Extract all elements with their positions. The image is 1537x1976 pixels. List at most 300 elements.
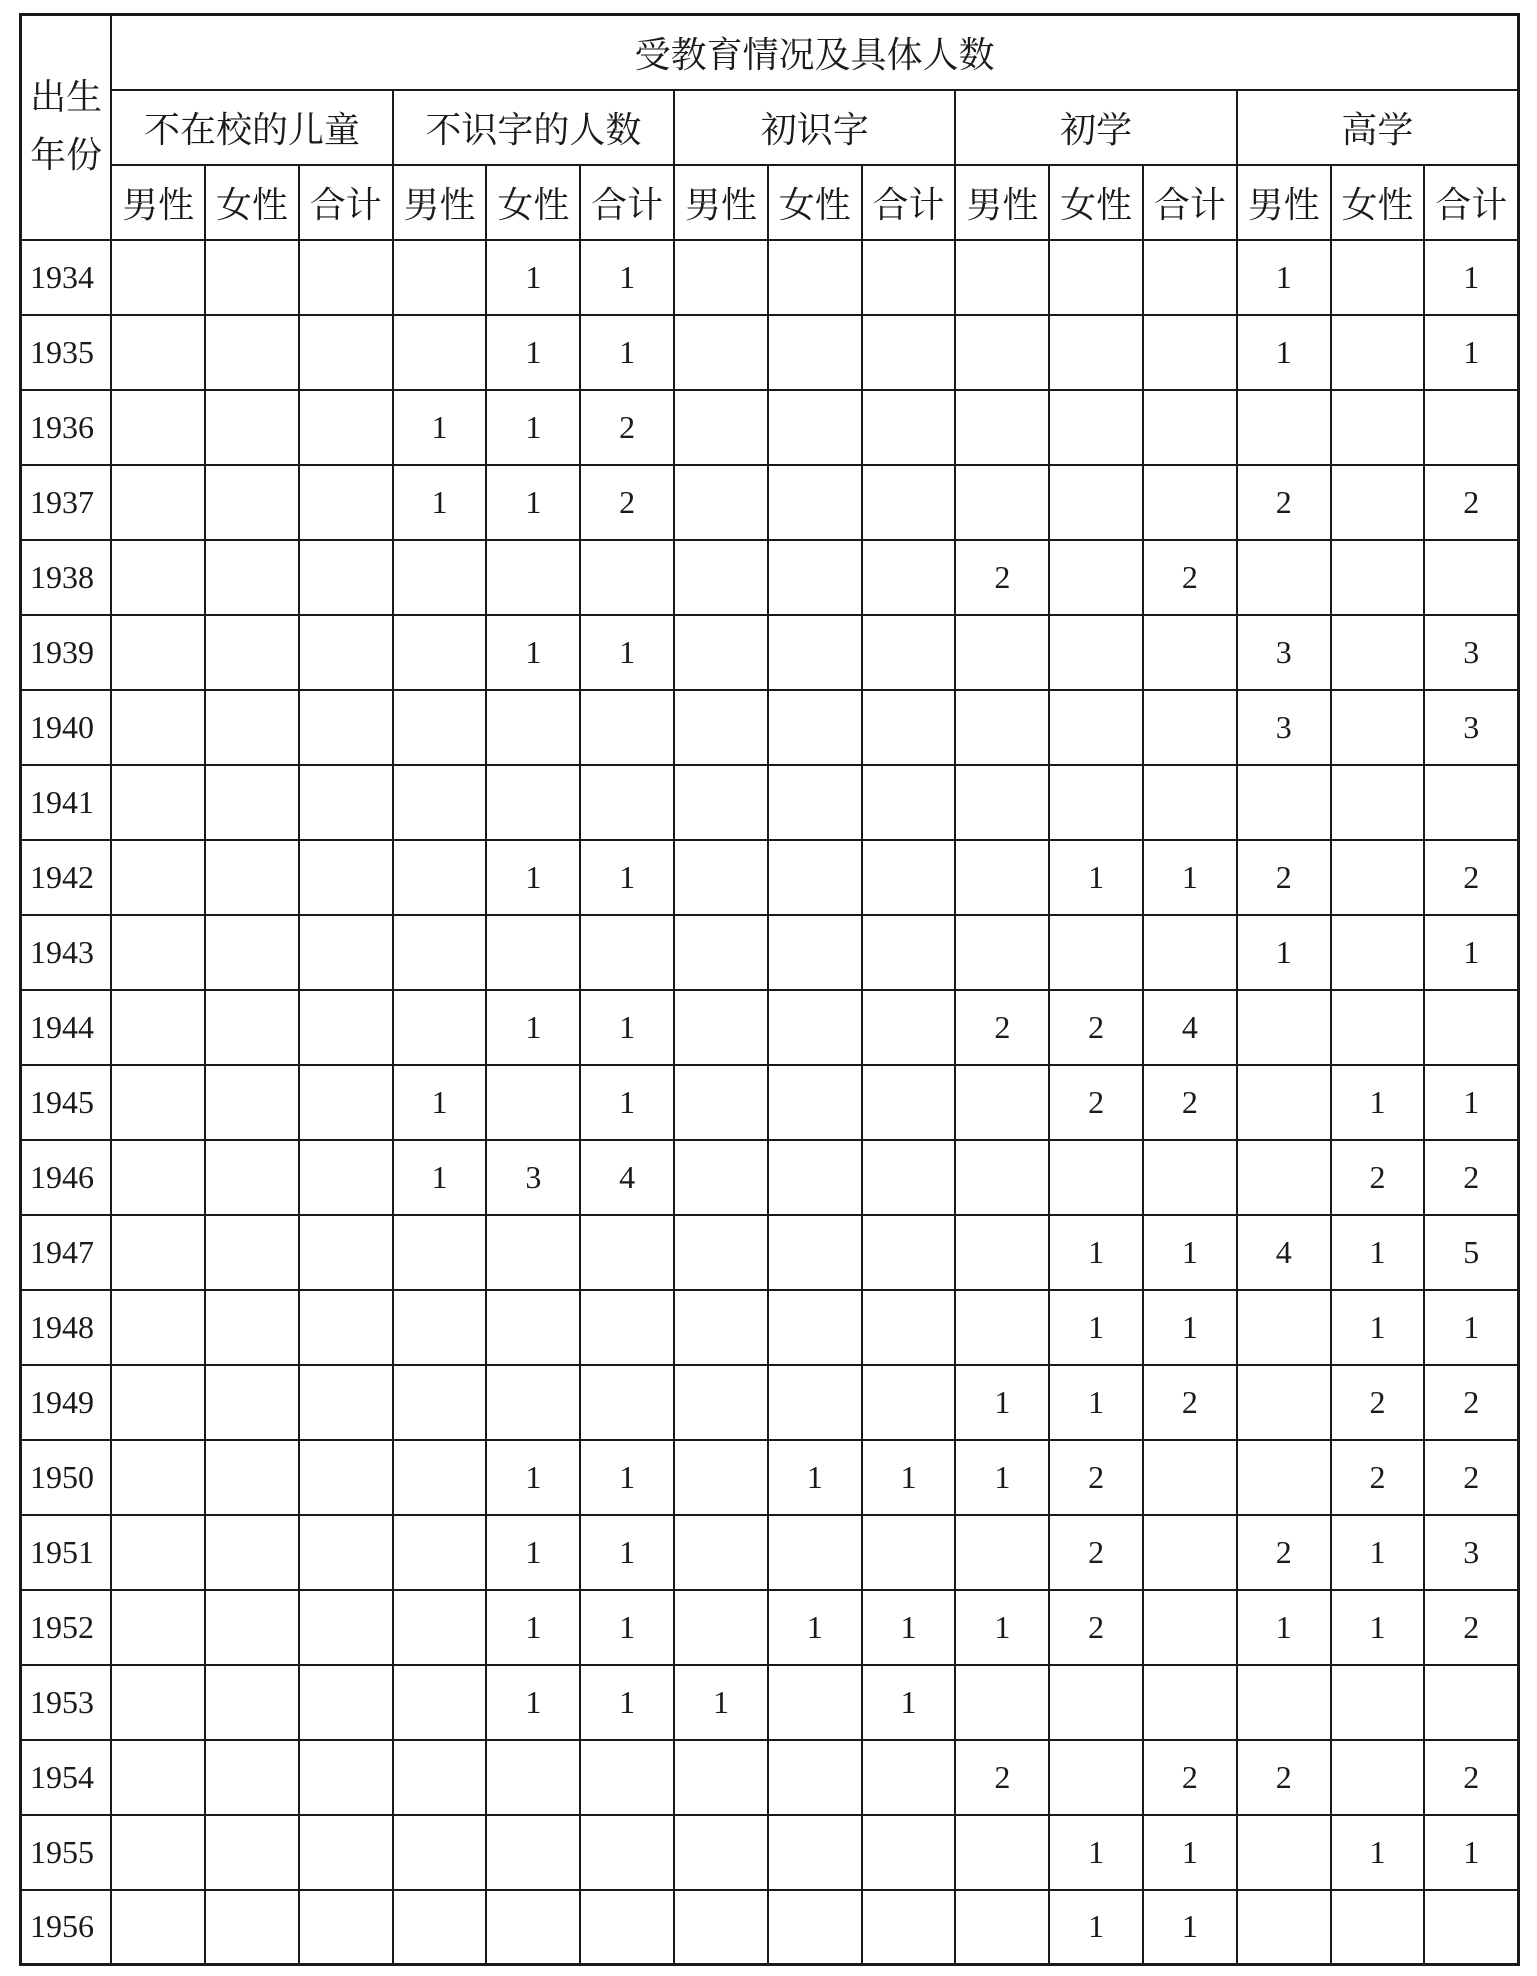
table-body: [21, 240, 1519, 1965]
count-cell-beginner-education-female: [1049, 1665, 1143, 1740]
count-cell-illiterate-male: [393, 1665, 487, 1740]
count-cell-beginner-education-female: [1049, 765, 1143, 840]
count-cell-higher-education-total: 2: [1424, 1140, 1518, 1215]
count-cell-initially-literate-male: [674, 840, 768, 915]
count-cell-higher-education-female: 2: [1331, 1365, 1425, 1440]
education-table: [19, 13, 1520, 1966]
count-cell-beginner-education-male: 2: [955, 1740, 1049, 1815]
count-cell-beginner-education-female: 2: [1049, 1515, 1143, 1590]
count-cell-initially-literate-male: [674, 1365, 768, 1440]
count-cell-not-in-school-children-female: [205, 615, 299, 690]
count-cell-initially-literate-female: [768, 1815, 862, 1890]
count-cell-higher-education-female: [1331, 1665, 1425, 1740]
count-cell-not-in-school-children-female: [205, 1065, 299, 1140]
birth-year-cell: 1949: [21, 1365, 112, 1440]
count-cell-not-in-school-children-female: [205, 540, 299, 615]
count-cell-not-in-school-children-total: [299, 990, 393, 1065]
count-cell-beginner-education-total: 1: [1143, 1215, 1237, 1290]
count-cell-beginner-education-total: [1143, 1515, 1237, 1590]
count-cell-illiterate-total: 1: [580, 840, 674, 915]
birth-year-cell: 1945: [21, 1065, 112, 1140]
count-cell-beginner-education-male: 2: [955, 990, 1049, 1065]
count-cell-illiterate-male: [393, 1740, 487, 1815]
count-cell-initially-literate-total: [862, 315, 956, 390]
count-cell-illiterate-male: 1: [393, 465, 487, 540]
count-cell-not-in-school-children-female: [205, 315, 299, 390]
count-cell-initially-literate-female: [768, 1515, 862, 1590]
count-cell-beginner-education-female: [1049, 240, 1143, 315]
count-cell-higher-education-male: [1237, 390, 1331, 465]
count-cell-beginner-education-male: [955, 690, 1049, 765]
table-row: [21, 1740, 1519, 1815]
count-cell-not-in-school-children-female: [205, 840, 299, 915]
count-cell-higher-education-male: 4: [1237, 1215, 1331, 1290]
count-cell-illiterate-female: [486, 1065, 580, 1140]
birth-year-header-line-2: 年份: [30, 135, 103, 177]
count-cell-illiterate-total: [580, 1215, 674, 1290]
count-cell-not-in-school-children-total: [299, 390, 393, 465]
count-cell-higher-education-male: 1: [1237, 915, 1331, 990]
birth-year-cell: 1942: [21, 840, 112, 915]
birth-year-cell: 1956: [21, 1890, 112, 1965]
count-cell-initially-literate-male: [674, 1065, 768, 1140]
subheader-illiterate-male: 男性: [393, 165, 487, 240]
count-cell-beginner-education-total: [1143, 390, 1237, 465]
count-cell-beginner-education-female: 1: [1049, 1215, 1143, 1290]
birth-year-cell: 1950: [21, 1440, 112, 1515]
count-cell-beginner-education-male: [955, 1215, 1049, 1290]
count-cell-higher-education-male: 2: [1237, 840, 1331, 915]
count-cell-beginner-education-female: [1049, 540, 1143, 615]
count-cell-higher-education-total: [1424, 990, 1518, 1065]
count-cell-illiterate-male: [393, 840, 487, 915]
count-cell-not-in-school-children-female: [205, 1440, 299, 1515]
table-row: [21, 915, 1519, 990]
header-row-genders: [21, 165, 1519, 240]
count-cell-beginner-education-male: [955, 1890, 1049, 1965]
count-cell-higher-education-male: [1237, 1065, 1331, 1140]
count-cell-illiterate-male: [393, 1590, 487, 1665]
count-cell-illiterate-male: [393, 1365, 487, 1440]
count-cell-not-in-school-children-total: [299, 1140, 393, 1215]
birth-year-cell: 1937: [21, 465, 112, 540]
table-row: [21, 465, 1519, 540]
count-cell-illiterate-male: [393, 540, 487, 615]
count-cell-higher-education-total: 2: [1424, 1590, 1518, 1665]
count-cell-higher-education-total: 1: [1424, 915, 1518, 990]
count-cell-beginner-education-total: [1143, 1665, 1237, 1740]
count-cell-illiterate-female: 1: [486, 315, 580, 390]
count-cell-higher-education-male: [1237, 1290, 1331, 1365]
count-cell-not-in-school-children-male: [111, 615, 205, 690]
count-cell-illiterate-female: 1: [486, 615, 580, 690]
count-cell-illiterate-total: [580, 1290, 674, 1365]
count-cell-higher-education-total: 1: [1424, 240, 1518, 315]
subheader-beginner-education-male: 男性: [955, 165, 1049, 240]
count-cell-beginner-education-total: [1143, 1440, 1237, 1515]
count-cell-initially-literate-male: [674, 240, 768, 315]
subheader-illiterate-female: 女性: [486, 165, 580, 240]
count-cell-higher-education-total: 3: [1424, 1515, 1518, 1590]
count-cell-not-in-school-children-male: [111, 1440, 205, 1515]
count-cell-higher-education-male: 2: [1237, 1740, 1331, 1815]
subheader-higher-education-female: 女性: [1331, 165, 1425, 240]
count-cell-illiterate-female: 1: [486, 390, 580, 465]
subheader-higher-education-total: 合计: [1424, 165, 1518, 240]
count-cell-illiterate-female: [486, 1215, 580, 1290]
count-cell-beginner-education-female: [1049, 690, 1143, 765]
count-cell-higher-education-total: 3: [1424, 615, 1518, 690]
count-cell-initially-literate-female: [768, 690, 862, 765]
count-cell-beginner-education-female: [1049, 465, 1143, 540]
subheader-initially-literate-total: 合计: [862, 165, 956, 240]
count-cell-initially-literate-total: [862, 840, 956, 915]
table-row: [21, 1515, 1519, 1590]
table-row: [21, 690, 1519, 765]
count-cell-higher-education-male: [1237, 1815, 1331, 1890]
table-row: [21, 1665, 1519, 1740]
subheader-beginner-education-total: 合计: [1143, 165, 1237, 240]
count-cell-higher-education-male: 3: [1237, 690, 1331, 765]
count-cell-higher-education-male: [1237, 1140, 1331, 1215]
count-cell-not-in-school-children-total: [299, 1290, 393, 1365]
count-cell-illiterate-total: 1: [580, 1515, 674, 1590]
count-cell-illiterate-male: [393, 990, 487, 1065]
count-cell-not-in-school-children-total: [299, 1440, 393, 1515]
count-cell-illiterate-female: [486, 1365, 580, 1440]
count-cell-initially-literate-male: [674, 390, 768, 465]
count-cell-not-in-school-children-male: [111, 840, 205, 915]
table-row: [21, 240, 1519, 315]
count-cell-higher-education-female: [1331, 540, 1425, 615]
count-cell-not-in-school-children-male: [111, 1815, 205, 1890]
count-cell-beginner-education-total: [1143, 1140, 1237, 1215]
count-cell-illiterate-total: [580, 765, 674, 840]
count-cell-beginner-education-total: 2: [1143, 1065, 1237, 1140]
count-cell-beginner-education-total: [1143, 465, 1237, 540]
count-cell-beginner-education-female: 1: [1049, 1290, 1143, 1365]
count-cell-higher-education-male: [1237, 1440, 1331, 1515]
count-cell-not-in-school-children-female: [205, 690, 299, 765]
count-cell-initially-literate-total: [862, 465, 956, 540]
table-row: [21, 1140, 1519, 1215]
count-cell-not-in-school-children-female: [205, 990, 299, 1065]
count-cell-initially-literate-total: [862, 1890, 956, 1965]
table-row: [21, 390, 1519, 465]
count-cell-not-in-school-children-total: [299, 765, 393, 840]
count-cell-illiterate-total: [580, 915, 674, 990]
count-cell-not-in-school-children-male: [111, 1590, 205, 1665]
count-cell-higher-education-total: 1: [1424, 1065, 1518, 1140]
count-cell-not-in-school-children-male: [111, 690, 205, 765]
count-cell-illiterate-male: 1: [393, 390, 487, 465]
count-cell-not-in-school-children-total: [299, 1890, 393, 1965]
table-row: [21, 1590, 1519, 1665]
count-cell-beginner-education-male: [955, 315, 1049, 390]
count-cell-not-in-school-children-male: [111, 1665, 205, 1740]
count-cell-not-in-school-children-total: [299, 1515, 393, 1590]
count-cell-higher-education-female: [1331, 615, 1425, 690]
count-cell-initially-literate-male: [674, 990, 768, 1065]
count-cell-not-in-school-children-female: [205, 1515, 299, 1590]
count-cell-higher-education-total: 3: [1424, 690, 1518, 765]
table-row: [21, 1065, 1519, 1140]
count-cell-beginner-education-total: [1143, 315, 1237, 390]
count-cell-illiterate-male: [393, 765, 487, 840]
count-cell-higher-education-female: 1: [1331, 1065, 1425, 1140]
count-cell-higher-education-male: 1: [1237, 315, 1331, 390]
count-cell-not-in-school-children-female: [205, 465, 299, 540]
birth-year-cell: 1946: [21, 1140, 112, 1215]
count-cell-beginner-education-male: [955, 1140, 1049, 1215]
count-cell-not-in-school-children-total: [299, 1740, 393, 1815]
count-cell-not-in-school-children-total: [299, 1815, 393, 1890]
count-cell-higher-education-total: 2: [1424, 840, 1518, 915]
count-cell-higher-education-female: [1331, 240, 1425, 315]
count-cell-not-in-school-children-total: [299, 540, 393, 615]
count-cell-beginner-education-total: 1: [1143, 1815, 1237, 1890]
count-cell-initially-literate-male: [674, 1515, 768, 1590]
count-cell-higher-education-female: [1331, 840, 1425, 915]
count-cell-beginner-education-female: [1049, 315, 1143, 390]
count-cell-not-in-school-children-female: [205, 915, 299, 990]
header-row-groups: [21, 90, 1519, 165]
birth-year-header-line-1: 出生: [30, 77, 103, 119]
count-cell-higher-education-total: [1424, 765, 1518, 840]
count-cell-initially-literate-female: [768, 765, 862, 840]
count-cell-higher-education-total: [1424, 1665, 1518, 1740]
count-cell-higher-education-total: 2: [1424, 465, 1518, 540]
count-cell-beginner-education-total: 2: [1143, 1740, 1237, 1815]
count-cell-not-in-school-children-male: [111, 1140, 205, 1215]
table-head: [21, 15, 1519, 240]
count-cell-higher-education-male: [1237, 540, 1331, 615]
count-cell-beginner-education-female: 2: [1049, 1065, 1143, 1140]
count-cell-beginner-education-female: [1049, 1140, 1143, 1215]
count-cell-beginner-education-total: 1: [1143, 1290, 1237, 1365]
count-cell-higher-education-male: 2: [1237, 1515, 1331, 1590]
count-cell-illiterate-male: [393, 315, 487, 390]
count-cell-higher-education-total: [1424, 540, 1518, 615]
count-cell-not-in-school-children-female: [205, 1290, 299, 1365]
count-cell-beginner-education-female: [1049, 615, 1143, 690]
count-cell-initially-literate-male: [674, 315, 768, 390]
count-cell-higher-education-male: [1237, 765, 1331, 840]
count-cell-not-in-school-children-male: [111, 990, 205, 1065]
count-cell-initially-literate-female: [768, 840, 862, 915]
count-cell-not-in-school-children-total: [299, 315, 393, 390]
count-cell-illiterate-female: 1: [486, 1665, 580, 1740]
count-cell-illiterate-total: 1: [580, 1065, 674, 1140]
count-cell-higher-education-female: [1331, 390, 1425, 465]
count-cell-initially-literate-total: [862, 1140, 956, 1215]
count-cell-illiterate-total: 1: [580, 1665, 674, 1740]
subheader-beginner-education-female: 女性: [1049, 165, 1143, 240]
count-cell-initially-literate-female: [768, 1740, 862, 1815]
count-cell-illiterate-female: [486, 1290, 580, 1365]
birth-year-cell: 1947: [21, 1215, 112, 1290]
table-row: [21, 315, 1519, 390]
count-cell-illiterate-female: 1: [486, 1440, 580, 1515]
count-cell-higher-education-male: [1237, 990, 1331, 1065]
count-cell-illiterate-male: [393, 615, 487, 690]
count-cell-beginner-education-male: [955, 840, 1049, 915]
table-row: [21, 540, 1519, 615]
count-cell-illiterate-male: [393, 1290, 487, 1365]
count-cell-not-in-school-children-total: [299, 690, 393, 765]
count-cell-not-in-school-children-female: [205, 1890, 299, 1965]
count-cell-higher-education-female: [1331, 1740, 1425, 1815]
birth-year-cell: 1935: [21, 315, 112, 390]
count-cell-beginner-education-male: [955, 240, 1049, 315]
count-cell-beginner-education-total: [1143, 765, 1237, 840]
count-cell-not-in-school-children-total: [299, 615, 393, 690]
count-cell-not-in-school-children-male: [111, 315, 205, 390]
count-cell-initially-literate-male: [674, 1890, 768, 1965]
count-cell-initially-literate-female: [768, 1290, 862, 1365]
count-cell-initially-literate-female: 1: [768, 1440, 862, 1515]
count-cell-not-in-school-children-male: [111, 1740, 205, 1815]
count-cell-illiterate-female: [486, 1740, 580, 1815]
count-cell-higher-education-female: [1331, 765, 1425, 840]
count-cell-initially-literate-male: [674, 1740, 768, 1815]
count-cell-higher-education-total: 5: [1424, 1215, 1518, 1290]
count-cell-higher-education-female: [1331, 990, 1425, 1065]
table-row: [21, 1815, 1519, 1890]
education-status-header: 受教育情况及具体人数: [111, 15, 1518, 90]
birth-year-cell: 1941: [21, 765, 112, 840]
count-cell-initially-literate-female: [768, 465, 862, 540]
count-cell-not-in-school-children-total: [299, 240, 393, 315]
group-header-not-in-school-children: 不在校的儿童: [111, 90, 392, 165]
count-cell-beginner-education-female: [1049, 1740, 1143, 1815]
count-cell-higher-education-total: 1: [1424, 315, 1518, 390]
subheader-not-in-school-children-male: 男性: [111, 165, 205, 240]
table-row: [21, 1365, 1519, 1440]
count-cell-higher-education-male: [1237, 1665, 1331, 1740]
table-row: [21, 1215, 1519, 1290]
count-cell-initially-literate-total: 1: [862, 1590, 956, 1665]
subheader-initially-literate-male: 男性: [674, 165, 768, 240]
count-cell-higher-education-male: [1237, 1365, 1331, 1440]
count-cell-beginner-education-female: 1: [1049, 1815, 1143, 1890]
count-cell-beginner-education-total: [1143, 615, 1237, 690]
count-cell-not-in-school-children-male: [111, 765, 205, 840]
count-cell-illiterate-female: [486, 1815, 580, 1890]
count-cell-initially-literate-total: [862, 1740, 956, 1815]
group-header-beginner-education: 初学: [955, 90, 1236, 165]
count-cell-initially-literate-male: [674, 615, 768, 690]
count-cell-not-in-school-children-female: [205, 1815, 299, 1890]
count-cell-not-in-school-children-female: [205, 240, 299, 315]
count-cell-not-in-school-children-female: [205, 1215, 299, 1290]
count-cell-initially-literate-total: [862, 1815, 956, 1890]
group-header-initially-literate: 初识字: [674, 90, 955, 165]
count-cell-beginner-education-male: [955, 1815, 1049, 1890]
count-cell-illiterate-male: [393, 690, 487, 765]
count-cell-initially-literate-male: [674, 1440, 768, 1515]
birth-year-cell: 1944: [21, 990, 112, 1065]
count-cell-higher-education-female: [1331, 690, 1425, 765]
count-cell-illiterate-male: 1: [393, 1065, 487, 1140]
count-cell-initially-literate-total: [862, 1215, 956, 1290]
count-cell-higher-education-female: [1331, 315, 1425, 390]
count-cell-illiterate-total: [580, 1815, 674, 1890]
count-cell-higher-education-female: 1: [1331, 1815, 1425, 1890]
count-cell-higher-education-total: 1: [1424, 1290, 1518, 1365]
count-cell-illiterate-total: 1: [580, 1440, 674, 1515]
count-cell-initially-literate-total: [862, 615, 956, 690]
count-cell-beginner-education-female: [1049, 390, 1143, 465]
count-cell-higher-education-total: 2: [1424, 1365, 1518, 1440]
count-cell-initially-literate-female: [768, 1365, 862, 1440]
count-cell-illiterate-female: [486, 690, 580, 765]
count-cell-initially-literate-male: [674, 465, 768, 540]
count-cell-not-in-school-children-male: [111, 1515, 205, 1590]
count-cell-beginner-education-male: [955, 390, 1049, 465]
count-cell-initially-literate-female: [768, 1215, 862, 1290]
count-cell-beginner-education-male: 1: [955, 1440, 1049, 1515]
count-cell-illiterate-total: [580, 1740, 674, 1815]
count-cell-illiterate-male: [393, 1515, 487, 1590]
count-cell-beginner-education-female: 1: [1049, 840, 1143, 915]
count-cell-beginner-education-total: [1143, 240, 1237, 315]
count-cell-beginner-education-male: 1: [955, 1590, 1049, 1665]
count-cell-not-in-school-children-male: [111, 1890, 205, 1965]
count-cell-illiterate-male: [393, 915, 487, 990]
count-cell-not-in-school-children-female: [205, 1590, 299, 1665]
count-cell-illiterate-male: [393, 1215, 487, 1290]
count-cell-illiterate-female: [486, 540, 580, 615]
count-cell-not-in-school-children-total: [299, 465, 393, 540]
count-cell-not-in-school-children-total: [299, 1065, 393, 1140]
count-cell-illiterate-total: [580, 540, 674, 615]
count-cell-initially-literate-total: [862, 1365, 956, 1440]
count-cell-initially-literate-female: [768, 615, 862, 690]
count-cell-illiterate-total: [580, 690, 674, 765]
count-cell-higher-education-female: 1: [1331, 1590, 1425, 1665]
count-cell-illiterate-female: [486, 915, 580, 990]
birth-year-cell: 1952: [21, 1590, 112, 1665]
count-cell-not-in-school-children-female: [205, 765, 299, 840]
count-cell-not-in-school-children-total: [299, 840, 393, 915]
count-cell-higher-education-total: 2: [1424, 1740, 1518, 1815]
count-cell-higher-education-male: 2: [1237, 465, 1331, 540]
count-cell-beginner-education-male: [955, 765, 1049, 840]
count-cell-initially-literate-female: [768, 1065, 862, 1140]
count-cell-beginner-education-total: 1: [1143, 1890, 1237, 1965]
count-cell-initially-literate-female: [768, 1140, 862, 1215]
count-cell-illiterate-total: 1: [580, 315, 674, 390]
count-cell-not-in-school-children-female: [205, 390, 299, 465]
count-cell-illiterate-male: [393, 1890, 487, 1965]
count-cell-illiterate-female: 1: [486, 840, 580, 915]
count-cell-illiterate-total: 4: [580, 1140, 674, 1215]
birth-year-cell: 1951: [21, 1515, 112, 1590]
birth-year-cell: 1948: [21, 1290, 112, 1365]
group-header-higher-education: 高学: [1237, 90, 1519, 165]
birth-year-cell: 1955: [21, 1815, 112, 1890]
birth-year-cell: 1939: [21, 615, 112, 690]
count-cell-initially-literate-total: 1: [862, 1440, 956, 1515]
count-cell-initially-literate-total: [862, 915, 956, 990]
count-cell-not-in-school-children-total: [299, 915, 393, 990]
count-cell-not-in-school-children-male: [111, 1365, 205, 1440]
count-cell-initially-literate-female: 1: [768, 1590, 862, 1665]
count-cell-beginner-education-total: [1143, 690, 1237, 765]
count-cell-higher-education-male: 1: [1237, 1590, 1331, 1665]
count-cell-not-in-school-children-female: [205, 1740, 299, 1815]
